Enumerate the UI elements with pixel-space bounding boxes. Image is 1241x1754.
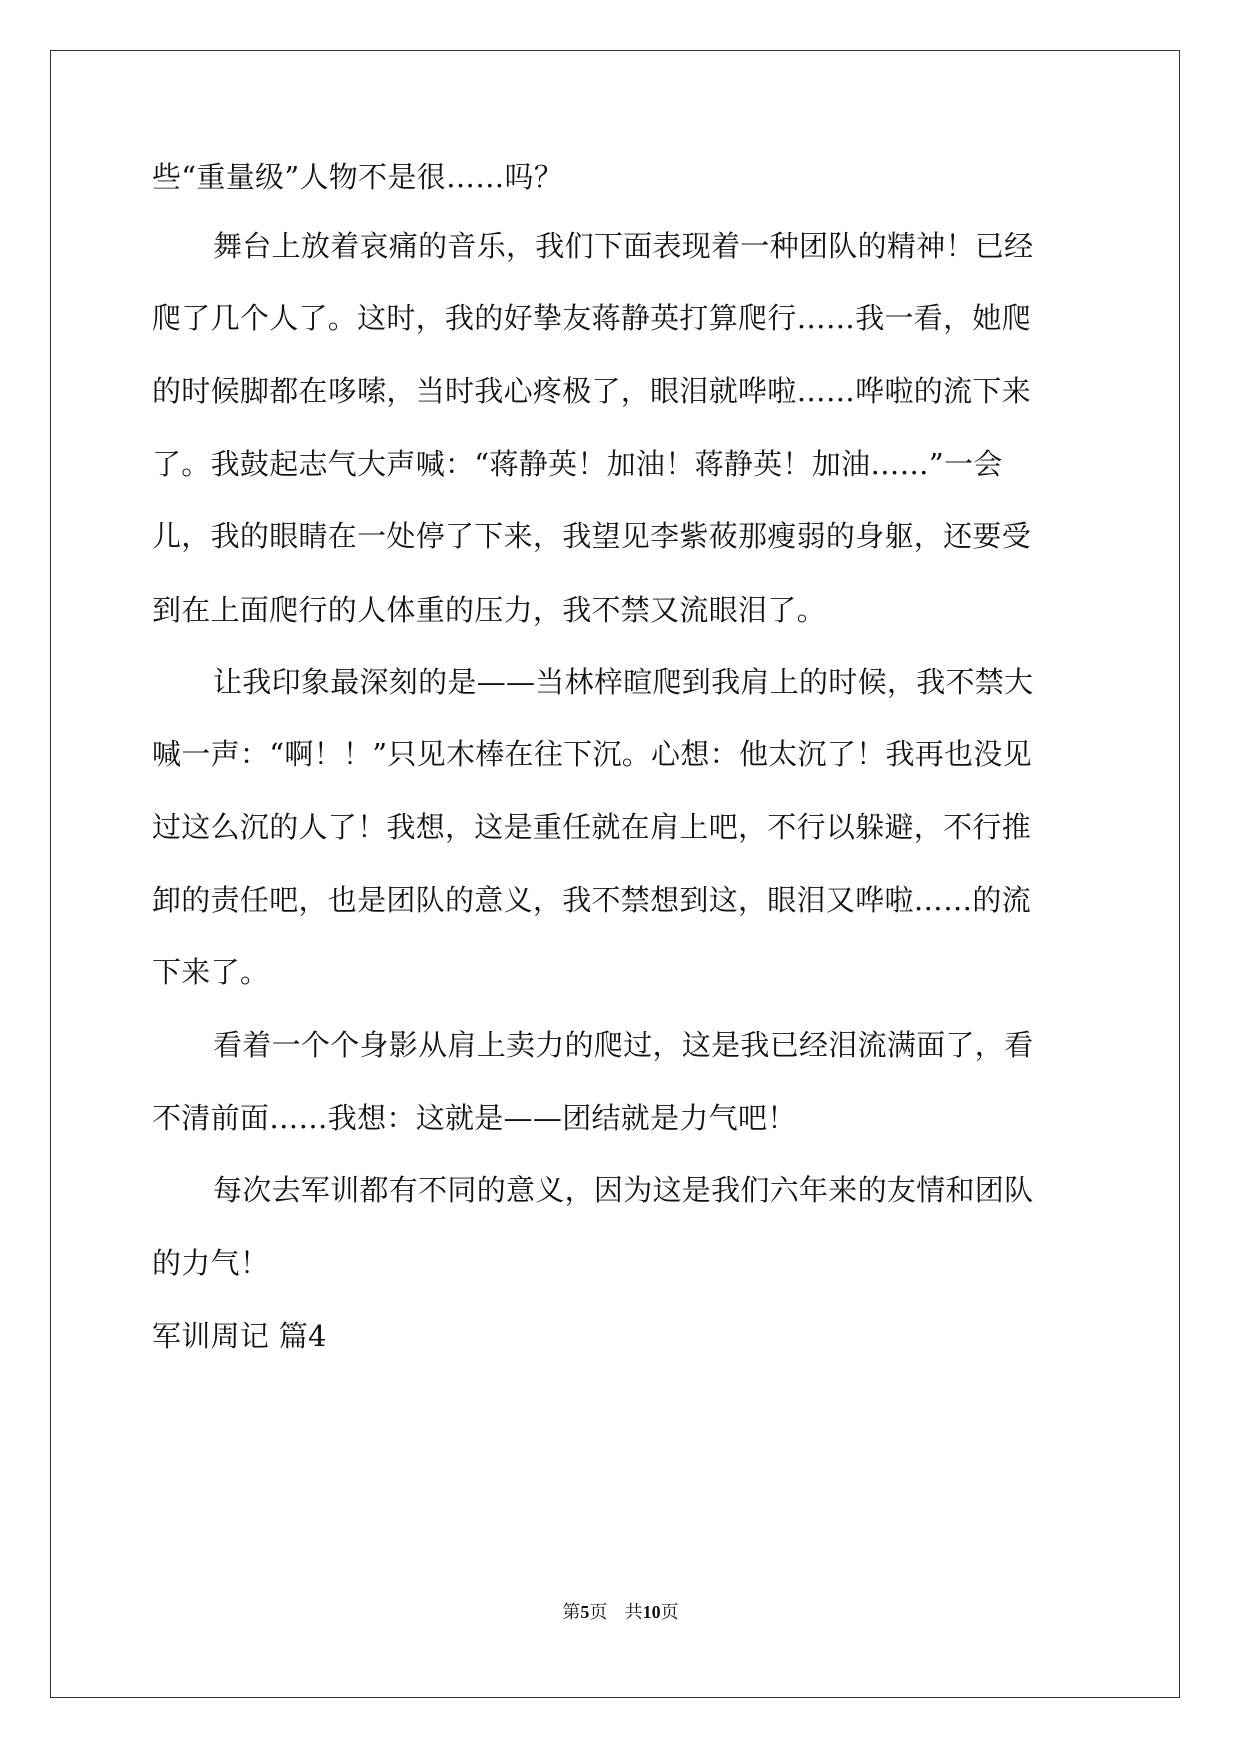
text-line-9: 喊一声：“啊！！”只见木棒在往下沉。心想：他太沉了！我再也没见 (152, 737, 1032, 771)
text-line-14: 不清前面……我想：这就是——团结就是力气吧！ (152, 1101, 797, 1135)
text-line-15: 每次去军训都有不同的意义，因为这是我们六年来的友情和团队 (213, 1173, 1034, 1207)
current-page-number: 5 (580, 1602, 590, 1622)
text-line-4: 的时候脚都在哆嗦，当时我心疼极了，眼泪就哗啦……哗啦的流下来 (152, 374, 1032, 408)
text-line-7: 到在上面爬行的人体重的压力，我不禁又流眼泪了。 (152, 593, 826, 627)
footer-total-suffix: 页 (660, 1602, 679, 1623)
text-line-12: 下来了。 (152, 955, 270, 989)
text-line-2: 舞台上放着哀痛的音乐，我们下面表现着一种团队的精神！已经 (213, 229, 1034, 263)
text-line-1: 些“重量级”人物不是很……吗？ (152, 160, 564, 194)
footer-total-prefix: 共 (624, 1602, 643, 1623)
text-line-6: 儿，我的眼睛在一处停了下来，我望见李紫莜那瘦弱的身躯，还要受 (152, 519, 1032, 553)
footer-prefix: 第 (562, 1602, 581, 1623)
text-line-8: 让我印象最深刻的是——当林梓暄爬到我肩上的时候，我不禁大 (213, 665, 1034, 699)
text-line-5: 了。我鼓起志气大声喊：“蒋静英！加油！蒋静英！加油……”一会 (152, 447, 1003, 481)
page-footer (0, 1601, 1241, 1624)
text-line-11: 卸的责任吧，也是团队的意义，我不禁想到这，眼泪又哗啦……的流 (152, 883, 1032, 917)
footer-page-suffix: 页 (589, 1602, 608, 1623)
text-line-10: 过这么沉的人了！我想，这是重任就在肩上吧，不行以躲避，不行推 (152, 810, 1032, 844)
text-line-13: 看着一个个身影从肩上卖力的爬过，这是我已经泪流满面了，看 (213, 1028, 1034, 1062)
total-pages-number: 10 (642, 1602, 661, 1622)
text-line-3: 爬了几个人了。这时，我的好挚友蒋静英打算爬行……我一看，她爬 (152, 301, 1032, 335)
text-line-16: 的力气！ (152, 1246, 270, 1280)
section-heading: 军训周记 篇4 (152, 1319, 327, 1353)
